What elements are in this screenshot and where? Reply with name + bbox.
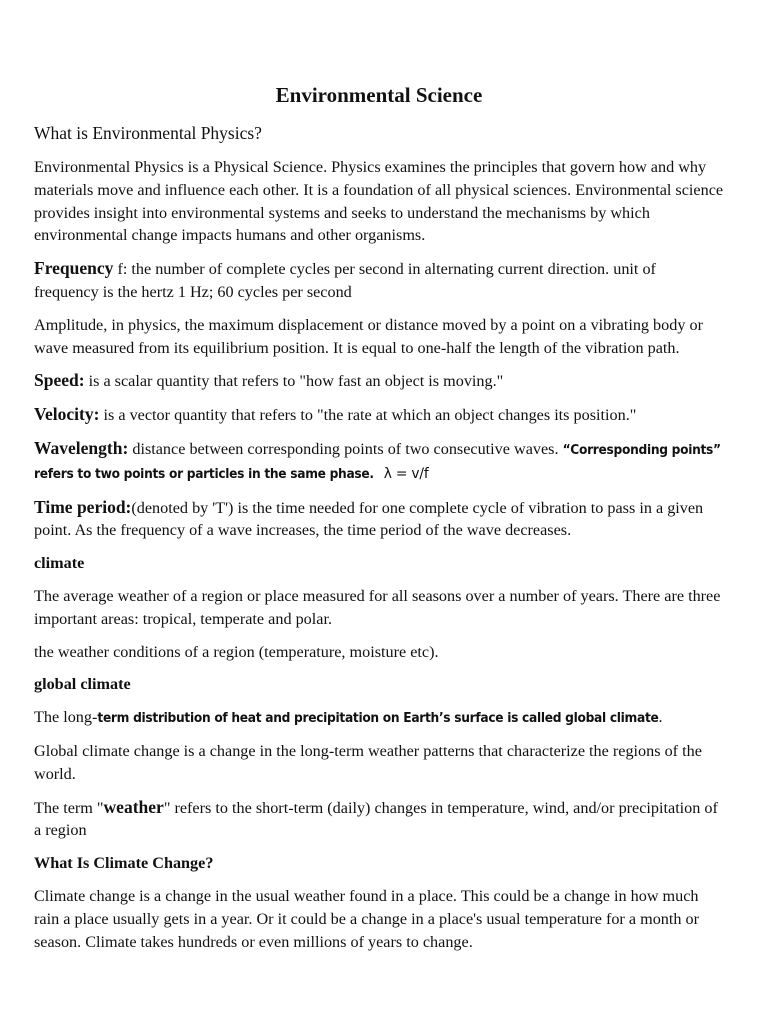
global-climate-heading: global climate (34, 675, 131, 694)
velocity-text: is a vector quantity that refers to "the rate at which an object changes its position." (99, 406, 637, 425)
weather-prefix: The term " (34, 798, 104, 817)
wavelength-formula: λ = v/f (383, 465, 429, 482)
time-period-term: Time period: (34, 496, 132, 517)
speed-text: is a scalar quantity that refers to "how fast an object is moving." (84, 372, 504, 391)
climate-paragraph-1: The average weather of a region or place measured for all seasons over a number of years. There are three important areas: tropical, temperate and polar. (34, 586, 721, 628)
time-period-text: (denoted by 'T') is the time needed for one complete cycle of vibration to pass in a given point. As the frequency of a wave increases, the time period of the wave decreases. (34, 498, 704, 540)
climate-paragraph-2: the weather conditions of a region (temperature, moisture etc). (34, 642, 439, 661)
global-climate-prefix: The long- (34, 708, 98, 727)
global-climate-paragraph-1 (34, 706, 724, 730)
frequency-paragraph (34, 257, 724, 304)
global-climate-suffix: . (658, 708, 663, 727)
wavelength-paragraph (34, 437, 724, 486)
wavelength-term: Wavelength: (34, 437, 129, 458)
speed-term: Speed: (34, 370, 85, 391)
velocity-term: Velocity: (34, 404, 100, 425)
intro-paragraph: Environmental Physics is a Physical Science. Physics examines the principles that govern how and why materials move and influence each other. It is a foundation of all physical sciences. Environmental science provides insight into environmental systems and seeks to understand the mechanisms by which environmental change impacts humans and other organisms. (34, 158, 724, 245)
speed-paragraph (34, 369, 724, 393)
section-subtitle: What is Environmental Physics? (34, 123, 262, 143)
frequency-term: Frequency (34, 258, 114, 279)
frequency-text: f: the number of complete cycles per second in alternating current direction. unit of frequency is the hertz 1 Hz; 60 cycles per second (34, 260, 656, 301)
weather-suffix: " refers to the short-term (daily) changes in temperature, wind, and/or precipitation of a region (34, 798, 718, 840)
global-climate-definition: term distribution of heat and precipitation on Earth’s surface is called global climate (97, 710, 659, 727)
page-title: Environmental Science (275, 83, 483, 107)
velocity-paragraph (34, 403, 724, 427)
weather-term: weather (103, 796, 164, 817)
global-climate-paragraph-2: Global climate change is a change in the long-term weather patterns that characterize the regions of the world. (34, 741, 702, 783)
climate-change-heading: What Is Climate Change? (34, 854, 214, 873)
climate-heading: climate (34, 554, 85, 573)
climate-change-paragraph: Climate change is a change in the usual weather found in a place. This could be a change in how much rain a place usually gets in a year. Or it could be a change in a place's usual temperature for a month or season. Climate takes hundreds or even millions of years to change. (34, 886, 699, 951)
weather-paragraph (34, 796, 724, 843)
wavelength-quote: “Corresponding points” refers to two points or particles in the same phase. (34, 441, 721, 482)
amplitude-paragraph: Amplitude, in physics, the maximum displacement or distance moved by a point on a vibrating body or wave measured from its equilibrium position. It is equal to one-half the length of the vibration path. (34, 315, 703, 357)
wavelength-text: distance between corresponding points of two consecutive waves. (128, 439, 563, 458)
time-period-paragraph (34, 496, 724, 543)
document-page (34, 80, 724, 963)
